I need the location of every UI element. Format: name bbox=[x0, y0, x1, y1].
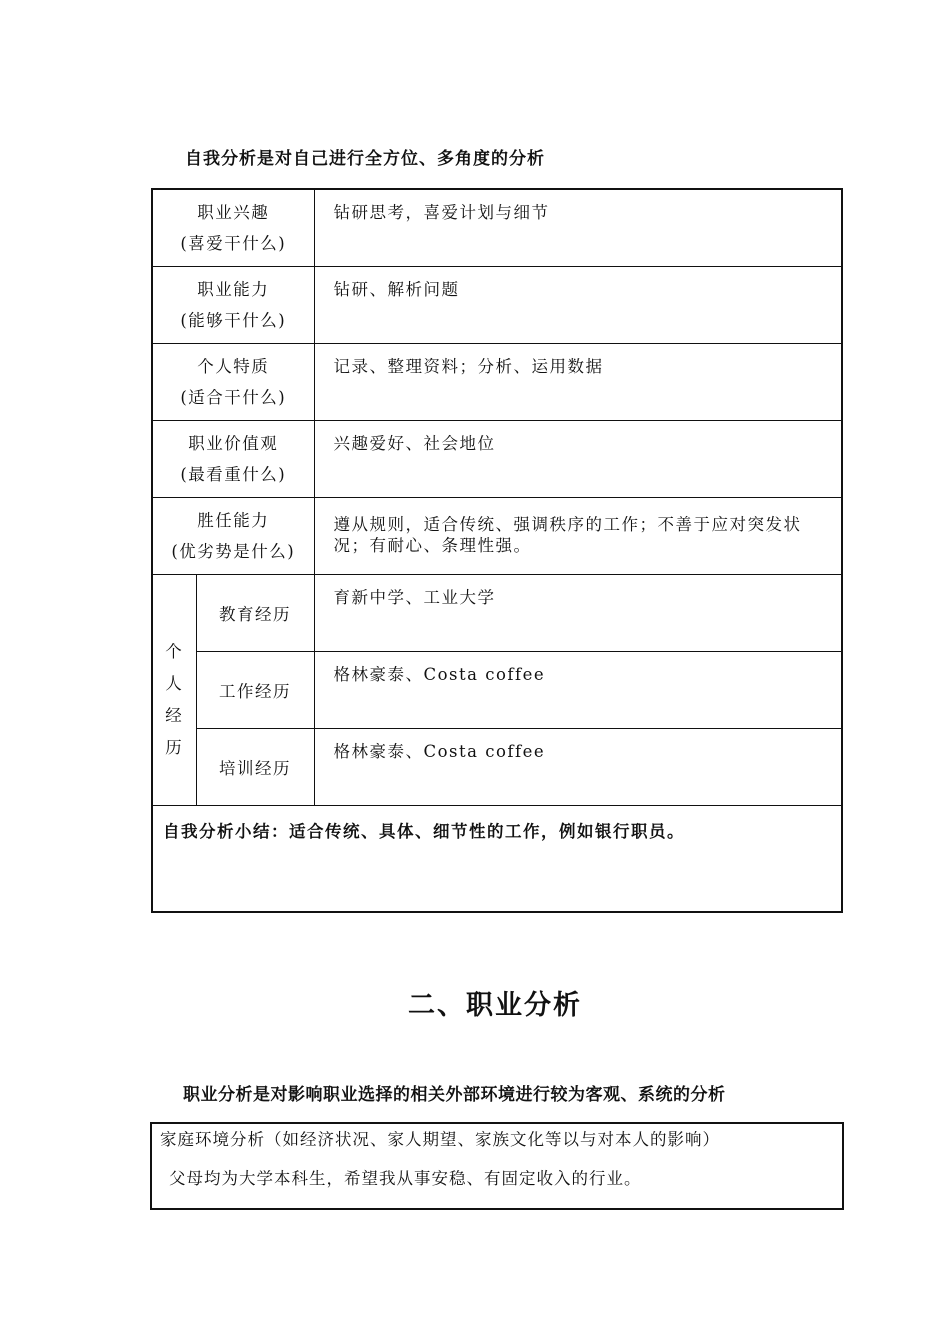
self-analysis-summary: 自我分析小结：适合传统、具体、细节性的工作，例如银行职员。 bbox=[152, 805, 842, 912]
experience-value: 格林豪泰、Costa coffee bbox=[314, 651, 842, 728]
table-row bbox=[152, 497, 842, 574]
family-environment-title: 家庭环境分析（如经济状况、家人期望、家族文化等以与对本人的影响） bbox=[160, 1130, 720, 1149]
row-value: 钻研思考，喜爱计划与细节 bbox=[314, 189, 842, 266]
row-value: 记录、整理资料；分析、运用数据 bbox=[314, 343, 842, 420]
table-row bbox=[152, 805, 842, 912]
table-row bbox=[152, 266, 842, 343]
table-row bbox=[152, 420, 842, 497]
row-value: 兴趣爱好、社会地位 bbox=[314, 420, 842, 497]
row-label bbox=[152, 189, 314, 266]
row-label-sub: (优劣势是什么) bbox=[171, 541, 296, 561]
experience-label: 教育经历 bbox=[196, 574, 314, 651]
experience-label: 培训经历 bbox=[196, 728, 314, 805]
table-row bbox=[152, 189, 842, 266]
row-label-main: 个人特质 bbox=[197, 356, 270, 376]
table-row bbox=[152, 343, 842, 420]
group-label-char: 人 bbox=[165, 673, 184, 693]
experience-value: 育新中学、工业大学 bbox=[314, 574, 842, 651]
row-label-main: 职业兴趣 bbox=[197, 202, 270, 222]
career-analysis-intro: 职业分析是对影响职业选择的相关外部环境进行较为客观、系统的分析 bbox=[183, 1085, 726, 1105]
table-row bbox=[152, 651, 842, 728]
experience-label: 工作经历 bbox=[196, 651, 314, 728]
row-label-sub: (适合干什么) bbox=[180, 387, 287, 407]
section-heading: 二、职业分析 bbox=[408, 990, 582, 1021]
table-row bbox=[152, 728, 842, 805]
row-value: 钻研、解析问题 bbox=[314, 266, 842, 343]
row-label bbox=[152, 420, 314, 497]
experience-group-label bbox=[152, 574, 196, 805]
self-analysis-intro: 自我分析是对自己进行全方位、多角度的分析 bbox=[185, 149, 545, 169]
group-label-char: 个 bbox=[165, 641, 184, 661]
row-label-main: 职业价值观 bbox=[188, 433, 279, 453]
row-label-sub: (喜爱干什么) bbox=[180, 233, 287, 253]
row-label-sub: (最看重什么) bbox=[180, 464, 287, 484]
row-label-main: 职业能力 bbox=[197, 279, 270, 299]
self-analysis-table bbox=[151, 188, 843, 913]
table-row bbox=[152, 574, 842, 651]
group-label-char: 经 bbox=[165, 705, 184, 725]
row-label-sub: (能够干什么) bbox=[180, 310, 287, 330]
row-label bbox=[152, 343, 314, 420]
row-value: 遵从规则，适合传统、强调秩序的工作；不善于应对突发状况；有耐心、条理性强。 bbox=[314, 497, 842, 574]
experience-value: 格林豪泰、Costa coffee bbox=[314, 728, 842, 805]
row-label-main: 胜任能力 bbox=[197, 510, 270, 530]
family-environment-box bbox=[150, 1122, 844, 1210]
family-environment-content: 父母均为大学本科生，希望我从事安稳、有固定收入的行业。 bbox=[169, 1169, 642, 1188]
row-label bbox=[152, 497, 314, 574]
row-label bbox=[152, 266, 314, 343]
group-label-char: 历 bbox=[165, 737, 184, 757]
